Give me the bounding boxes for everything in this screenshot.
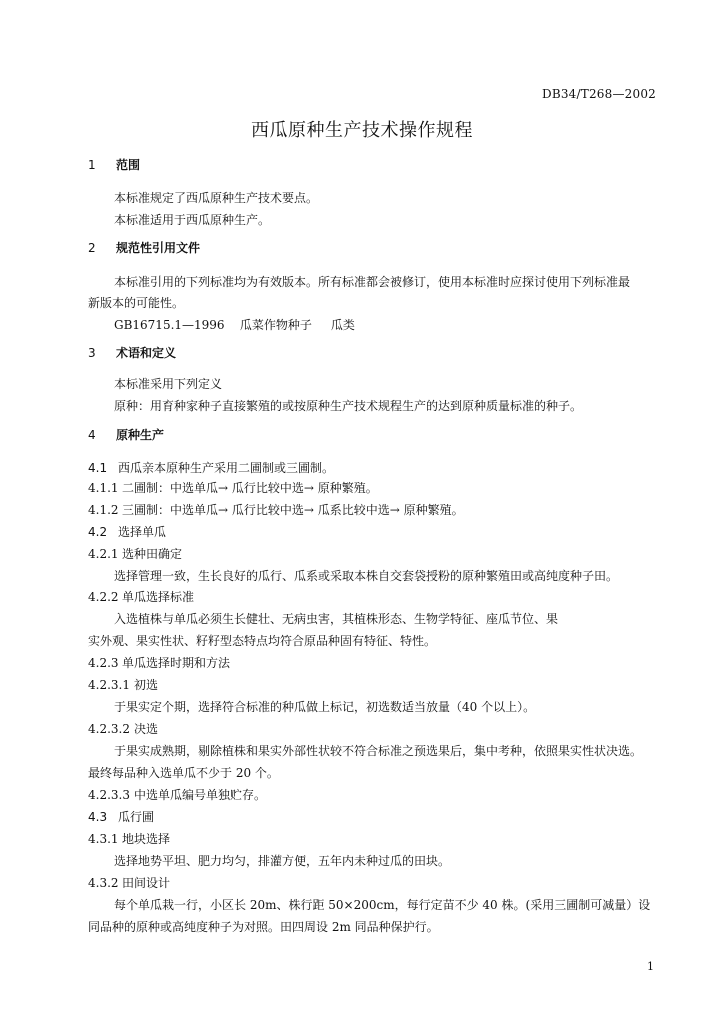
subsection-title: 选择单瓜	[118, 525, 167, 539]
subsection-number: 4.2	[88, 525, 108, 539]
clause	[88, 502, 464, 518]
clause-text: 决选	[134, 722, 159, 736]
section-title: 规范性引用文件	[116, 241, 201, 255]
section-title: 术语和定义	[116, 346, 177, 360]
paragraph: 本标准引用的下列标准均为有效版本。所有标准都会被修订，使用本标准时应探讨使用下列标准最	[114, 275, 631, 289]
clause-text: 地块选择	[122, 832, 171, 846]
paragraph: 选择管理一致，生长良好的瓜行、瓜系或采取本株自交套袋授粉的原种繁殖田或高纯度种子田。	[114, 569, 619, 583]
subsection-number: 4.1	[88, 461, 108, 475]
clause-number: 4.3.1	[88, 832, 119, 846]
clause	[88, 721, 158, 737]
paragraph: 入选植株与单瓜必须生长健壮、无病虫害，其植株形态、生物学特征、座瓜节位、果	[114, 612, 559, 626]
subsection-number: 4.3	[88, 810, 108, 824]
paragraph: 本标准规定了西瓜原种生产技术要点。	[114, 191, 319, 205]
clause-number: 4.2.3.2	[88, 722, 130, 736]
clause	[88, 480, 378, 496]
section-heading	[88, 427, 164, 443]
section-title: 原种生产	[116, 428, 165, 442]
section-number: 3	[88, 346, 96, 360]
clause	[88, 787, 266, 803]
clause-number: 4.1.2	[88, 503, 119, 517]
clause	[88, 677, 158, 693]
subsection-heading	[88, 460, 334, 476]
clause-text: 田间设计	[122, 876, 171, 890]
clause-text: 三圃制：中选单瓜→ 瓜行比较中选→ 瓜系比较中选→ 原种繁殖。	[122, 503, 464, 517]
paragraph: 于果实成熟期，剔除植株和果实外部性状较不符合标准之预选果后，集中考种，依照果实性状决选。	[114, 744, 643, 758]
clause-number: 4.3.2	[88, 876, 119, 890]
clause-number: 4.2.1	[88, 547, 119, 561]
section-title: 范围	[116, 158, 141, 172]
paragraph: 同品种的原种或高纯度种子为对照。田四周设 2m 同品种保护行。	[88, 920, 439, 934]
document-title: 西瓜原种生产技术操作规程	[251, 120, 473, 141]
section-heading	[88, 240, 200, 256]
section-number: 2	[88, 241, 96, 255]
paragraph: 选择地势平坦、肥力均匀，排灌方便，五年内未种过瓜的田块。	[114, 854, 451, 868]
clause-text: 单瓜选择时期和方法	[122, 656, 231, 670]
reference-standard: GB16715.1—1996 瓜菜作物种子 瓜类	[114, 318, 355, 332]
paragraph: 实外观、果实性状、籽籽型态特点均符合原品种固有特征、特性。	[88, 634, 437, 648]
clause-number: 4.2.3	[88, 656, 119, 670]
subsection-title: 西瓜亲本原种生产采用二圃制或三圃制。	[118, 461, 335, 475]
subsection-title: 瓜行圃	[118, 810, 155, 824]
paragraph: 本标准适用于西瓜原种生产。	[114, 213, 271, 227]
section-number: 1	[88, 158, 96, 172]
clause	[88, 655, 230, 671]
section-number: 4	[88, 428, 96, 442]
standard-code: DB34/T268—2002	[542, 87, 656, 101]
section-heading	[88, 157, 140, 173]
page-number: 1	[647, 960, 654, 973]
clause-number: 4.2.3.3	[88, 788, 130, 802]
clause	[88, 546, 182, 562]
paragraph: 最终每品种入选单瓜不少于 20 个。	[88, 766, 279, 780]
clause-number: 4.1.1	[88, 481, 119, 495]
clause-number: 4.2.3.1	[88, 678, 130, 692]
paragraph: 本标准采用下列定义	[114, 377, 223, 391]
clause-text: 二圃制：中选单瓜→ 瓜行比较中选→ 原种繁殖。	[122, 481, 378, 495]
paragraph: 于果实定个期，选择符合标准的种瓜做上标记，初选数适当放量（40 个以上）。	[114, 700, 536, 714]
clause	[88, 831, 170, 847]
clause-text: 中选单瓜编号单独贮存。	[134, 788, 267, 802]
clause-text: 选种田确定	[122, 547, 183, 561]
paragraph: 新版本的可能性。	[88, 296, 185, 310]
paragraph: 每个单瓜栽一行，小区长 20m、株行距 50×200cm，每行定苗不少 40 株。(采用三圃制可减量）设	[114, 898, 651, 912]
paragraph: 原种：用育种家种子直接繁殖的或按原种生产技术规程生产的达到原种质量标准的种子。	[114, 399, 583, 413]
section-heading	[88, 345, 176, 361]
clause-number: 4.2.2	[88, 590, 119, 604]
subsection-heading	[88, 809, 154, 825]
clause-text: 单瓜选择标准	[122, 590, 195, 604]
clause	[88, 875, 170, 891]
clause	[88, 589, 194, 605]
clause-text: 初选	[134, 678, 159, 692]
subsection-heading	[88, 524, 166, 540]
